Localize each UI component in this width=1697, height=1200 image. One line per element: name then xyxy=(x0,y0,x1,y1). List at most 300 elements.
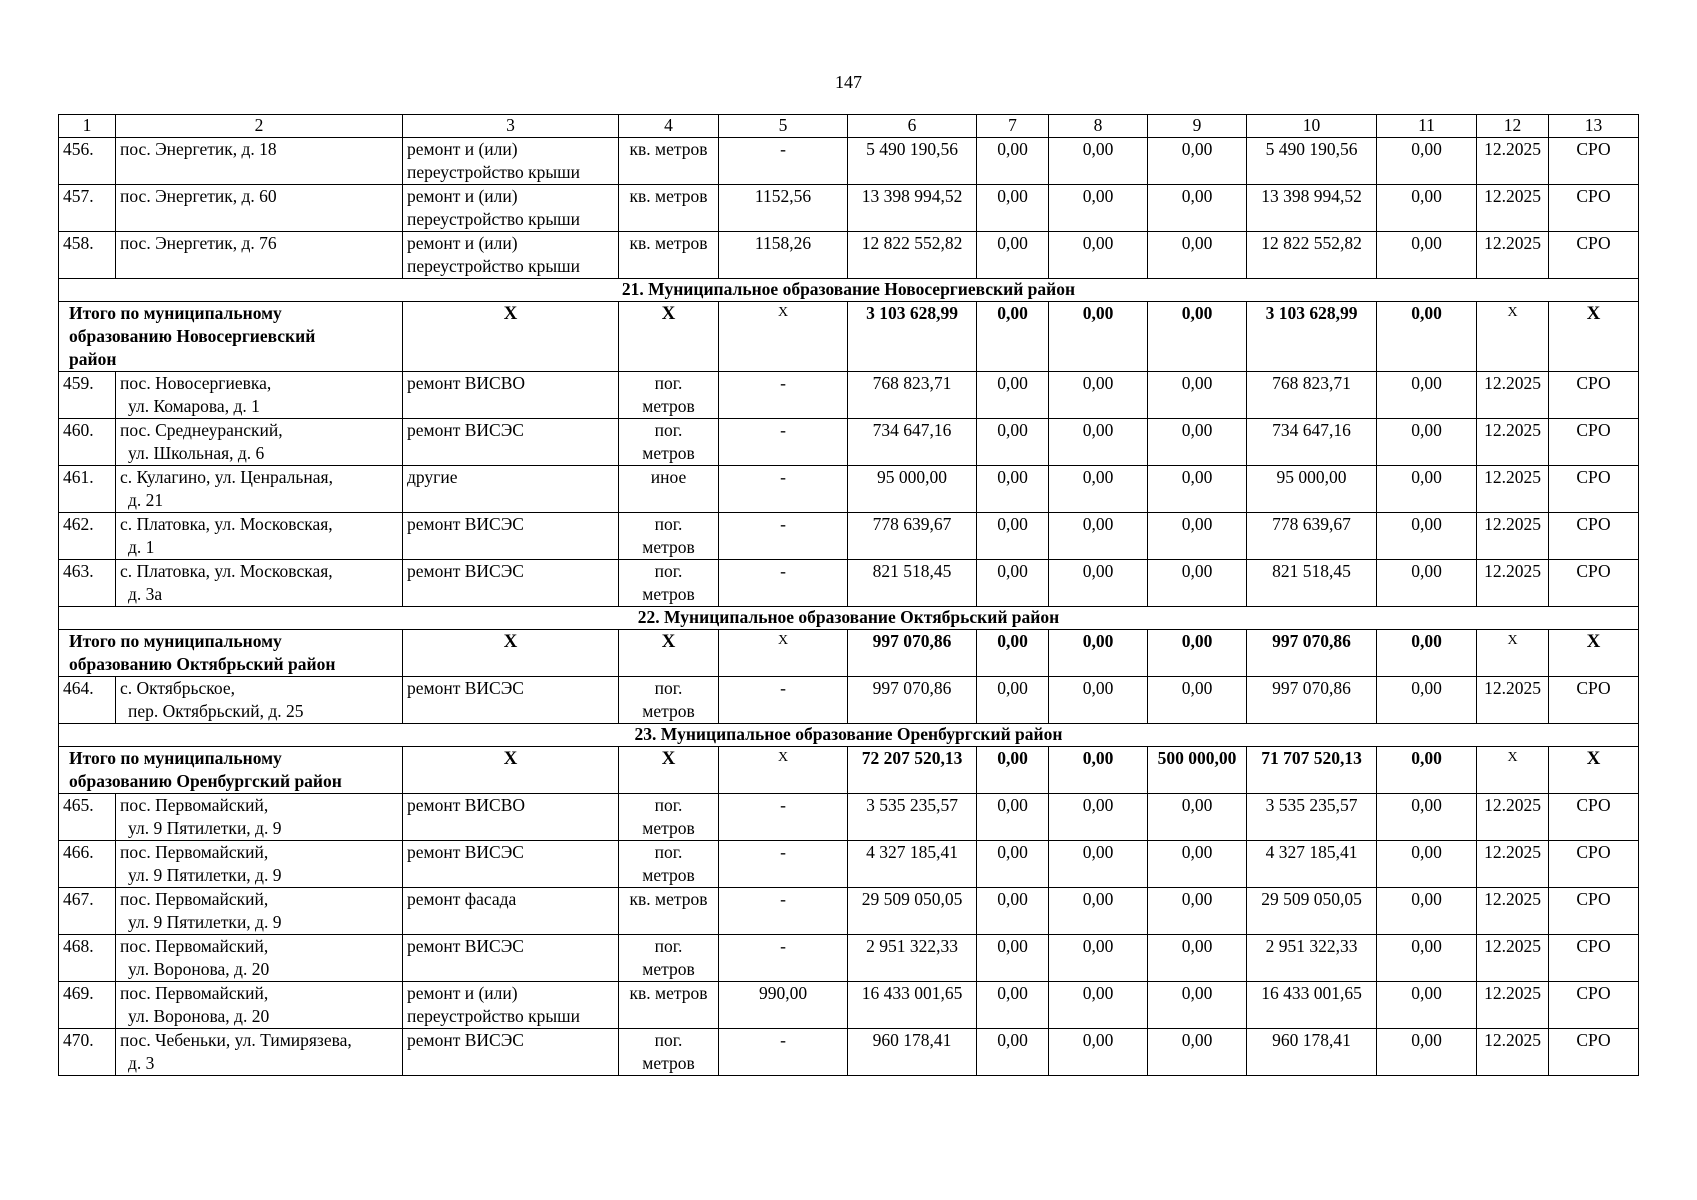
section-title: 23. Муниципальное образование Оренбургский район xyxy=(59,724,1639,747)
total-value-c11: 0,00 xyxy=(1377,747,1477,794)
work-type xyxy=(403,560,619,607)
cost-value-c10: 16 433 001,65 xyxy=(1247,982,1377,1029)
cost-value-c11: 0,00 xyxy=(1377,513,1477,560)
cost-value-c7: 0,00 xyxy=(977,513,1049,560)
cost-value-c11: 0,00 xyxy=(1377,419,1477,466)
address-line-2: пер. Октябрьский, д. 25 xyxy=(128,701,304,721)
cost-value-c8: 0,00 xyxy=(1049,185,1148,232)
unit xyxy=(619,935,719,982)
address-line-1: с. Платовка, ул. Московская, xyxy=(120,514,333,534)
unit-line-1: пог. xyxy=(654,1030,683,1050)
work-type xyxy=(403,1029,619,1076)
cost-value-c11: 0,00 xyxy=(1377,466,1477,513)
column-number: 6 xyxy=(848,115,977,138)
unit-line-1: пог. xyxy=(654,514,683,534)
cost-value-c11: 0,00 xyxy=(1377,841,1477,888)
unit-line-2: метров xyxy=(642,1053,695,1073)
column-number: 2 xyxy=(116,115,403,138)
unit-line-2: метров xyxy=(642,443,695,463)
work-type-line-2: переустройство крыши xyxy=(407,162,580,182)
total-label-line: Итого по муниципальному xyxy=(69,303,282,323)
area-value: - xyxy=(719,935,848,982)
section-title: 22. Муниципальное образование Октябрьский район xyxy=(59,607,1639,630)
register-table xyxy=(58,114,1639,1076)
row-index: 467. xyxy=(59,888,116,935)
work-type-line-1: ремонт и (или) xyxy=(407,983,518,1003)
work-type-line-1: другие xyxy=(407,467,458,487)
work-type xyxy=(403,232,619,279)
address xyxy=(116,935,403,982)
deadline: 12.2025 xyxy=(1477,982,1549,1029)
address xyxy=(116,372,403,419)
column-number: 10 xyxy=(1247,115,1377,138)
row-index: 465. xyxy=(59,794,116,841)
cost-value-c7: 0,00 xyxy=(977,794,1049,841)
unit xyxy=(619,232,719,279)
organization: СРО xyxy=(1549,1029,1639,1076)
row-index: 463. xyxy=(59,560,116,607)
row-index: 468. xyxy=(59,935,116,982)
column-number: 11 xyxy=(1377,115,1477,138)
x-mark: Х xyxy=(403,747,619,794)
column-number: 13 xyxy=(1549,115,1639,138)
cost-value-c7: 0,00 xyxy=(977,935,1049,982)
cost-value-c10: 4 327 185,41 xyxy=(1247,841,1377,888)
row-index: 457. xyxy=(59,185,116,232)
cost-value-c10: 2 951 322,33 xyxy=(1247,935,1377,982)
unit xyxy=(619,419,719,466)
cost-value-c7: 0,00 xyxy=(977,841,1049,888)
cost-value-c6: 2 951 322,33 xyxy=(848,935,977,982)
work-type-line-1: ремонт ВИСЭС xyxy=(407,842,524,862)
total-value-c9: 0,00 xyxy=(1148,630,1247,677)
area-value: - xyxy=(719,1029,848,1076)
cost-value-c9: 0,00 xyxy=(1148,232,1247,279)
row-index: 459. xyxy=(59,372,116,419)
work-type-line-1: ремонт и (или) xyxy=(407,139,518,159)
area-value: 990,00 xyxy=(719,982,848,1029)
address-line-1: пос. Первомайский, xyxy=(120,842,269,862)
deadline: 12.2025 xyxy=(1477,1029,1549,1076)
table-row xyxy=(59,185,1639,232)
cost-value-c6: 12 822 552,82 xyxy=(848,232,977,279)
x-mark: Х xyxy=(1549,630,1639,677)
unit xyxy=(619,138,719,185)
total-value-c11: 0,00 xyxy=(1377,302,1477,372)
address xyxy=(116,138,403,185)
address-line-2: ул. 9 Пятилетки, д. 9 xyxy=(128,865,282,885)
cost-value-c9: 0,00 xyxy=(1148,677,1247,724)
table-row xyxy=(59,419,1639,466)
cost-value-c11: 0,00 xyxy=(1377,794,1477,841)
address-line-1: пос. Первомайский, xyxy=(120,795,269,815)
total-row xyxy=(59,747,1639,794)
work-type xyxy=(403,466,619,513)
row-index: 462. xyxy=(59,513,116,560)
cost-value-c9: 0,00 xyxy=(1148,794,1247,841)
cost-value-c7: 0,00 xyxy=(977,888,1049,935)
deadline: 12.2025 xyxy=(1477,419,1549,466)
cost-value-c6: 821 518,45 xyxy=(848,560,977,607)
area-value: - xyxy=(719,419,848,466)
organization: СРО xyxy=(1549,185,1639,232)
unit-line-1: кв. метров xyxy=(629,139,708,159)
cost-value-c9: 0,00 xyxy=(1148,466,1247,513)
area-value: - xyxy=(719,841,848,888)
cost-value-c8: 0,00 xyxy=(1049,888,1148,935)
address-line-2: д. 1 xyxy=(128,537,155,557)
x-mark: Х xyxy=(403,302,619,372)
row-index: 456. xyxy=(59,138,116,185)
table-row xyxy=(59,466,1639,513)
organization: СРО xyxy=(1549,372,1639,419)
work-type xyxy=(403,841,619,888)
cost-value-c11: 0,00 xyxy=(1377,232,1477,279)
organization: СРО xyxy=(1549,513,1639,560)
unit-line-2: метров xyxy=(642,959,695,979)
cost-value-c10: 13 398 994,52 xyxy=(1247,185,1377,232)
table-row xyxy=(59,372,1639,419)
unit xyxy=(619,677,719,724)
unit-line-2: метров xyxy=(642,584,695,604)
cost-value-c10: 29 509 050,05 xyxy=(1247,888,1377,935)
unit xyxy=(619,513,719,560)
deadline: 12.2025 xyxy=(1477,513,1549,560)
organization: СРО xyxy=(1549,841,1639,888)
cost-value-c8: 0,00 xyxy=(1049,419,1148,466)
organization: СРО xyxy=(1549,419,1639,466)
address-line-1: пос. Чебеньки, ул. Тимирязева, xyxy=(120,1030,352,1050)
address-line-1: с. Октябрьское, xyxy=(120,678,236,698)
cost-value-c9: 0,00 xyxy=(1148,841,1247,888)
address-line-2: ул. 9 Пятилетки, д. 9 xyxy=(128,818,282,838)
cost-value-c6: 5 490 190,56 xyxy=(848,138,977,185)
table-row xyxy=(59,513,1639,560)
unit-line-1: пог. xyxy=(654,678,683,698)
total-value-c7: 0,00 xyxy=(977,302,1049,372)
address-line-2: ул. 9 Пятилетки, д. 9 xyxy=(128,912,282,932)
x-mark: Х xyxy=(1477,747,1549,794)
row-index: 469. xyxy=(59,982,116,1029)
organization: СРО xyxy=(1549,560,1639,607)
cost-value-c8: 0,00 xyxy=(1049,841,1148,888)
address-line-2: д. 3а xyxy=(128,584,163,604)
address xyxy=(116,1029,403,1076)
table-row xyxy=(59,1029,1639,1076)
column-number: 3 xyxy=(403,115,619,138)
column-number: 9 xyxy=(1148,115,1247,138)
total-value-c6: 997 070,86 xyxy=(848,630,977,677)
table-row xyxy=(59,560,1639,607)
cost-value-c6: 16 433 001,65 xyxy=(848,982,977,1029)
address-line-2: ул. Комарова, д. 1 xyxy=(128,396,260,416)
cost-value-c8: 0,00 xyxy=(1049,372,1148,419)
unit-line-1: пог. xyxy=(654,842,683,862)
row-index: 466. xyxy=(59,841,116,888)
address-line-1: пос. Первомайский, xyxy=(120,983,269,1003)
unit xyxy=(619,185,719,232)
address xyxy=(116,513,403,560)
total-value-c6: 3 103 628,99 xyxy=(848,302,977,372)
cost-value-c7: 0,00 xyxy=(977,677,1049,724)
unit xyxy=(619,466,719,513)
total-label-line: район xyxy=(69,349,117,369)
unit xyxy=(619,794,719,841)
cost-value-c10: 95 000,00 xyxy=(1247,466,1377,513)
cost-value-c11: 0,00 xyxy=(1377,372,1477,419)
address-line-2: д. 3 xyxy=(128,1053,155,1073)
cost-value-c8: 0,00 xyxy=(1049,466,1148,513)
unit-line-1: кв. метров xyxy=(629,186,708,206)
cost-value-c10: 997 070,86 xyxy=(1247,677,1377,724)
cost-value-c6: 960 178,41 xyxy=(848,1029,977,1076)
unit-line-1: пог. xyxy=(654,420,683,440)
unit-line-2: метров xyxy=(642,865,695,885)
work-type-line-1: ремонт ВИСЭС xyxy=(407,936,524,956)
area-value: 1158,26 xyxy=(719,232,848,279)
address-line-2: ул. Воронова, д. 20 xyxy=(128,959,270,979)
x-mark: Х xyxy=(1549,302,1639,372)
work-type xyxy=(403,677,619,724)
cost-value-c8: 0,00 xyxy=(1049,1029,1148,1076)
address-line-1: пос. Новосергиевка, xyxy=(120,373,272,393)
total-label-line: образованию Октябрьский район xyxy=(69,654,336,674)
unit xyxy=(619,841,719,888)
work-type-line-2: переустройство крыши xyxy=(407,1006,580,1026)
column-number: 12 xyxy=(1477,115,1549,138)
cost-value-c9: 0,00 xyxy=(1148,372,1247,419)
cost-value-c6: 4 327 185,41 xyxy=(848,841,977,888)
address-line-1: пос. Энергетик, д. 60 xyxy=(120,186,277,206)
deadline: 12.2025 xyxy=(1477,372,1549,419)
address xyxy=(116,466,403,513)
cost-value-c9: 0,00 xyxy=(1148,138,1247,185)
unit-line-1: иное xyxy=(650,467,687,487)
cost-value-c11: 0,00 xyxy=(1377,982,1477,1029)
cost-value-c11: 0,00 xyxy=(1377,677,1477,724)
address xyxy=(116,888,403,935)
work-type-line-1: ремонт ВИСЭС xyxy=(407,514,524,534)
address-line-2: ул. Школьная, д. 6 xyxy=(128,443,265,463)
unit-line-2: метров xyxy=(642,818,695,838)
area-value: - xyxy=(719,794,848,841)
total-value-c9: 0,00 xyxy=(1148,302,1247,372)
deadline: 12.2025 xyxy=(1477,232,1549,279)
deadline: 12.2025 xyxy=(1477,138,1549,185)
cost-value-c6: 734 647,16 xyxy=(848,419,977,466)
column-number: 1 xyxy=(59,115,116,138)
column-number: 8 xyxy=(1049,115,1148,138)
x-mark: Х xyxy=(1477,302,1549,372)
organization: СРО xyxy=(1549,466,1639,513)
address xyxy=(116,560,403,607)
total-label-line: Итого по муниципальному xyxy=(69,631,282,651)
deadline: 12.2025 xyxy=(1477,841,1549,888)
deadline: 12.2025 xyxy=(1477,560,1549,607)
total-row xyxy=(59,630,1639,677)
cost-value-c6: 778 639,67 xyxy=(848,513,977,560)
table-row xyxy=(59,982,1639,1029)
work-type xyxy=(403,982,619,1029)
total-label-line: образованию Новосергиевский xyxy=(69,326,316,346)
work-type-line-1: ремонт ВИСЭС xyxy=(407,1030,524,1050)
unit-line-1: пог. xyxy=(654,936,683,956)
table-row xyxy=(59,794,1639,841)
x-mark: Х xyxy=(1549,747,1639,794)
work-type-line-1: ремонт ВИСЭС xyxy=(407,678,524,698)
work-type xyxy=(403,513,619,560)
work-type-line-1: ремонт ВИСЭС xyxy=(407,420,524,440)
unit xyxy=(619,982,719,1029)
section-header-row xyxy=(59,724,1639,747)
area-value: - xyxy=(719,513,848,560)
cost-value-c6: 997 070,86 xyxy=(848,677,977,724)
total-label-line: образованию Оренбургский район xyxy=(69,771,342,791)
address xyxy=(116,185,403,232)
organization: СРО xyxy=(1549,232,1639,279)
cost-value-c10: 821 518,45 xyxy=(1247,560,1377,607)
unit-line-1: кв. метров xyxy=(629,889,708,909)
unit xyxy=(619,372,719,419)
area-value: - xyxy=(719,138,848,185)
unit-line-1: пог. xyxy=(654,795,683,815)
x-mark: Х xyxy=(403,630,619,677)
table-row xyxy=(59,677,1639,724)
cost-value-c7: 0,00 xyxy=(977,466,1049,513)
total-value-c9: 500 000,00 xyxy=(1148,747,1247,794)
deadline: 12.2025 xyxy=(1477,794,1549,841)
x-mark: Х xyxy=(719,302,848,372)
cost-value-c11: 0,00 xyxy=(1377,1029,1477,1076)
deadline: 12.2025 xyxy=(1477,935,1549,982)
table-row xyxy=(59,841,1639,888)
deadline: 12.2025 xyxy=(1477,677,1549,724)
row-index: 470. xyxy=(59,1029,116,1076)
cost-value-c7: 0,00 xyxy=(977,185,1049,232)
work-type-line-1: ремонт и (или) xyxy=(407,233,518,253)
total-value-c8: 0,00 xyxy=(1049,747,1148,794)
cost-value-c10: 768 823,71 xyxy=(1247,372,1377,419)
cost-value-c11: 0,00 xyxy=(1377,138,1477,185)
section-title: 21. Муниципальное образование Новосергиевский район xyxy=(59,279,1639,302)
cost-value-c7: 0,00 xyxy=(977,419,1049,466)
total-label-line: Итого по муниципальному xyxy=(69,748,282,768)
work-type-line-1: ремонт ВИСВО xyxy=(407,373,526,393)
cost-value-c6: 3 535 235,57 xyxy=(848,794,977,841)
address-line-2: ул. Воронова, д. 20 xyxy=(128,1006,270,1026)
table-row xyxy=(59,138,1639,185)
cost-value-c8: 0,00 xyxy=(1049,794,1148,841)
address-line-1: с. Кулагино, ул. Ценральная, xyxy=(120,467,333,487)
column-numbers-row xyxy=(59,115,1639,138)
work-type-line-1: ремонт ВИСЭС xyxy=(407,561,524,581)
address xyxy=(116,419,403,466)
table-row xyxy=(59,935,1639,982)
organization: СРО xyxy=(1549,888,1639,935)
organization: СРО xyxy=(1549,677,1639,724)
organization: СРО xyxy=(1549,982,1639,1029)
address-line-1: пос. Первомайский, xyxy=(120,936,269,956)
cost-value-c10: 5 490 190,56 xyxy=(1247,138,1377,185)
work-type xyxy=(403,372,619,419)
total-value-c11: 0,00 xyxy=(1377,630,1477,677)
area-value: - xyxy=(719,677,848,724)
unit xyxy=(619,888,719,935)
cost-value-c7: 0,00 xyxy=(977,1029,1049,1076)
cost-value-c10: 734 647,16 xyxy=(1247,419,1377,466)
cost-value-c8: 0,00 xyxy=(1049,982,1148,1029)
cost-value-c11: 0,00 xyxy=(1377,935,1477,982)
cost-value-c7: 0,00 xyxy=(977,560,1049,607)
row-index: 460. xyxy=(59,419,116,466)
row-index: 458. xyxy=(59,232,116,279)
x-mark: Х xyxy=(619,302,719,372)
table-row xyxy=(59,888,1639,935)
cost-value-c6: 95 000,00 xyxy=(848,466,977,513)
x-mark: Х xyxy=(619,747,719,794)
total-value-c7: 0,00 xyxy=(977,630,1049,677)
unit-line-1: кв. метров xyxy=(629,233,708,253)
work-type xyxy=(403,794,619,841)
area-value: - xyxy=(719,888,848,935)
deadline: 12.2025 xyxy=(1477,466,1549,513)
total-label xyxy=(59,747,403,794)
x-mark: Х xyxy=(719,630,848,677)
total-row xyxy=(59,302,1639,372)
total-value-c10: 997 070,86 xyxy=(1247,630,1377,677)
work-type xyxy=(403,935,619,982)
total-value-c8: 0,00 xyxy=(1049,302,1148,372)
unit-line-2: метров xyxy=(642,537,695,557)
unit-line-2: метров xyxy=(642,701,695,721)
work-type-line-2: переустройство крыши xyxy=(407,256,580,276)
unit-line-1: пог. xyxy=(654,373,683,393)
work-type-line-1: ремонт ВИСВО xyxy=(407,795,526,815)
address-line-2: д. 21 xyxy=(128,490,164,510)
cost-value-c9: 0,00 xyxy=(1148,419,1247,466)
cost-value-c8: 0,00 xyxy=(1049,138,1148,185)
page-number: 147 xyxy=(835,72,862,92)
cost-value-c10: 12 822 552,82 xyxy=(1247,232,1377,279)
x-mark: Х xyxy=(1477,630,1549,677)
cost-value-c9: 0,00 xyxy=(1148,185,1247,232)
cost-value-c9: 0,00 xyxy=(1148,1029,1247,1076)
cost-value-c8: 0,00 xyxy=(1049,513,1148,560)
area-value: - xyxy=(719,560,848,607)
cost-value-c10: 778 639,67 xyxy=(1247,513,1377,560)
cost-value-c8: 0,00 xyxy=(1049,232,1148,279)
address-line-1: пос. Энергетик, д. 18 xyxy=(120,139,277,159)
section-header-row xyxy=(59,607,1639,630)
cost-value-c11: 0,00 xyxy=(1377,185,1477,232)
unit-line-1: кв. метров xyxy=(629,983,708,1003)
address xyxy=(116,982,403,1029)
cost-value-c8: 0,00 xyxy=(1049,560,1148,607)
cost-value-c11: 0,00 xyxy=(1377,560,1477,607)
row-index: 464. xyxy=(59,677,116,724)
work-type-line-1: ремонт и (или) xyxy=(407,186,518,206)
work-type-line-2: переустройство крыши xyxy=(407,209,580,229)
cost-value-c8: 0,00 xyxy=(1049,935,1148,982)
address xyxy=(116,794,403,841)
total-value-c8: 0,00 xyxy=(1049,630,1148,677)
address-line-1: пос. Энергетик, д. 76 xyxy=(120,233,277,253)
cost-value-c9: 0,00 xyxy=(1148,560,1247,607)
total-value-c7: 0,00 xyxy=(977,747,1049,794)
unit-line-2: метров xyxy=(642,396,695,416)
address xyxy=(116,677,403,724)
cost-value-c6: 13 398 994,52 xyxy=(848,185,977,232)
